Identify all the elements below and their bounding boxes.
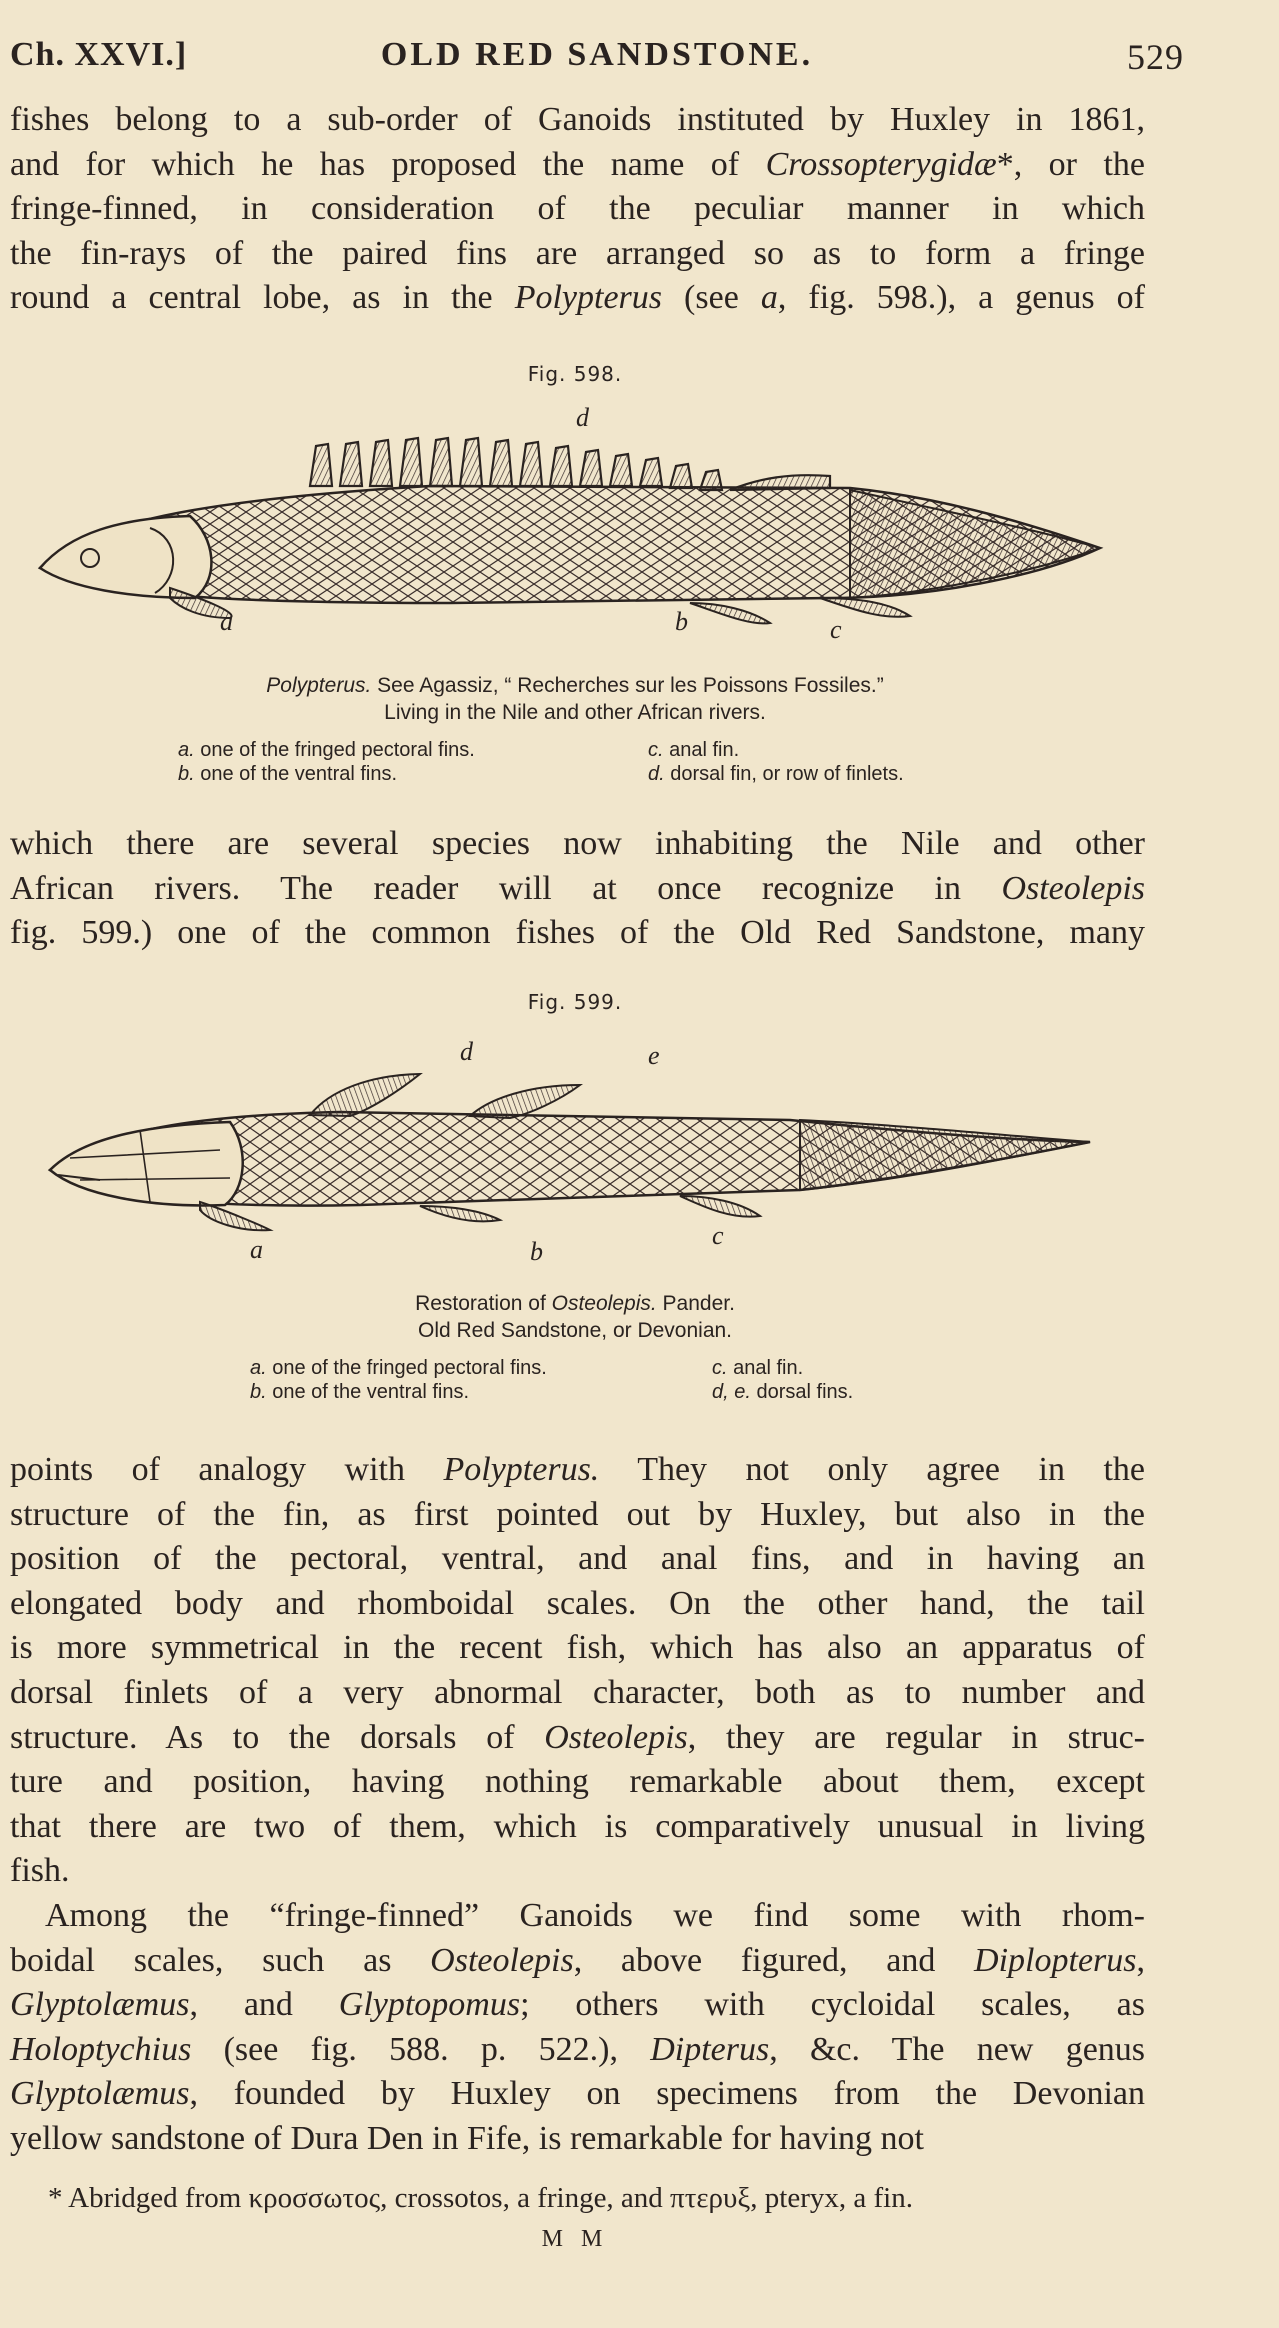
fig599-letter-d: d xyxy=(460,1037,473,1066)
text-run: the fin-rays of the paired fins are arranged so as to form a fringe xyxy=(10,234,1145,272)
text-run: boidal scales, such as xyxy=(10,1941,431,1979)
text-line xyxy=(10,1894,1145,1939)
text-line xyxy=(10,143,1145,188)
fig598-caption-rest: See Agassiz, “ Recherches sur les Poissons Fossiles.” xyxy=(371,674,884,697)
text-line xyxy=(10,1493,1145,1538)
fig598-letter-d: d xyxy=(576,403,589,432)
fig599-letter-e: e xyxy=(648,1041,660,1070)
text-line xyxy=(10,276,1145,321)
fig599-label: Fig. 599. xyxy=(527,990,623,1014)
footnote: * Abridged from κροσσωτος, crossotos, a fringe, and πτερυξ, pteryx, a fin. xyxy=(48,2182,913,2214)
fig598-caption-line2: Living in the Nile and other African rivers. xyxy=(384,701,766,724)
fig598-caption-genus: Polypterus. xyxy=(266,674,372,697)
text-run: and for which he has proposed the name of xyxy=(10,145,766,183)
text-run: points of analogy with xyxy=(10,1451,444,1488)
fig598-caption xyxy=(0,672,1150,726)
italic-term: a xyxy=(760,279,778,317)
fig599-caption-genus: Osteolepis. xyxy=(551,1292,657,1315)
fig599-letter-a: a xyxy=(250,1235,263,1264)
italic-term: Osteolepis xyxy=(1001,869,1145,907)
text-line xyxy=(10,1582,1145,1627)
text-run: ture and position, having nothing remarkable about them, except xyxy=(10,1763,1145,1801)
text-line xyxy=(10,1537,1145,1582)
text-run: round a central lobe, as in the xyxy=(10,279,515,317)
italic-term: Glyptopomus xyxy=(338,1986,521,2024)
text-line xyxy=(10,1983,1145,2028)
text-line xyxy=(10,911,1145,956)
paragraph-4 xyxy=(10,1894,1145,2162)
chapter-label: Ch. XXVI.] xyxy=(10,36,188,73)
text-line xyxy=(10,2072,1145,2117)
text-line xyxy=(10,867,1145,912)
italic-term: Osteolepis xyxy=(544,1718,688,1756)
italic-term: Dipterus xyxy=(650,2030,770,2068)
fig599-legend-right: c. anal fin. d, e. dorsal fins. xyxy=(712,1357,854,1403)
text-run: , they are regular in struc- xyxy=(687,1718,1145,1756)
text-run: yellow sandstone of Dura Den in Fife, is remarkable for having not xyxy=(10,2119,924,2157)
text-run: is more symmetrical in the recent fish, which has also an apparatus of xyxy=(10,1629,1145,1667)
italic-term: Glyptolæmus xyxy=(10,2075,190,2113)
fig598-letter-b: b xyxy=(675,607,688,636)
fig598-legend-left: a. one of the fringed pectoral fins. b. one of the ventral fins. xyxy=(178,739,475,785)
running-header xyxy=(10,36,1184,80)
text-run: dorsal finlets of a very abnormal character, both as to number and xyxy=(10,1673,1145,1711)
text-run: fish. xyxy=(10,1852,70,1890)
italic-term: Glyptolæmus xyxy=(10,1986,190,2024)
text-run: which there are several species now inhabiting the Nile and other xyxy=(10,825,1145,862)
fig599-letter-c: c xyxy=(712,1221,724,1250)
text-line xyxy=(10,1448,1145,1493)
text-line xyxy=(10,232,1145,277)
text-run: , fig. 598.), a genus of xyxy=(777,279,1145,317)
text-line xyxy=(10,1626,1145,1671)
text-run: African rivers. The reader will at once recognize in xyxy=(10,869,1002,907)
text-run: , above figured, and xyxy=(573,1941,975,1979)
fig598-label: Fig. 598. xyxy=(527,362,623,386)
text-line xyxy=(10,2117,1145,2162)
text-run: fig. 599.) one of the common fishes of the Old Red Sandstone, many xyxy=(10,914,1145,952)
italic-term: Polypterus. xyxy=(443,1451,600,1488)
text-run: elongated body and rhomboidal scales. On the other hand, the tail xyxy=(10,1584,1145,1622)
text-run: that there are two of them, which is comparatively unusual in living xyxy=(10,1807,1145,1845)
fig598-letter-a: a xyxy=(220,607,233,636)
text-run: position of the pectoral, ventral, and anal fins, and in having an xyxy=(10,1540,1145,1578)
paragraph-3 xyxy=(10,1448,1145,1894)
fig598-polypterus-illustration xyxy=(30,398,1110,648)
text-run: (see xyxy=(662,279,761,317)
text-run: , and xyxy=(189,1986,339,2024)
fig598-legend-right: c. anal fin. d. dorsal fin, or row of finlets. xyxy=(648,739,904,785)
signature-mark: M M xyxy=(541,2226,609,2252)
italic-term: Polypterus xyxy=(514,279,662,317)
italic-term: Crossopterygidæ xyxy=(765,145,997,183)
fig599-caption-line2: Old Red Sandstone, or Devonian. xyxy=(417,1319,733,1342)
running-title: OLD RED SANDSTONE. xyxy=(380,36,814,73)
text-line xyxy=(10,1671,1145,1716)
text-run: Among the “fringe-finned” Ganoids we find some with rhom- xyxy=(45,1897,1145,1934)
text-line xyxy=(10,1849,1145,1894)
text-run: ; others with cycloidal scales, as xyxy=(520,1986,1145,2024)
text-run: (see fig. 588. p. 522.), xyxy=(191,2030,651,2068)
text-line xyxy=(10,1760,1145,1805)
text-run: structure. As to the dorsals of xyxy=(10,1718,545,1756)
fig599-osteolepis-illustration xyxy=(40,1030,1110,1270)
fig599-letter-b: b xyxy=(530,1237,543,1266)
fig599-caption: Restoration of Osteolepis. Pander. Old Red Sandstone, or Devonian. xyxy=(0,1290,1150,1344)
italic-term: Holoptychius xyxy=(10,2030,192,2068)
paragraph-2 xyxy=(10,822,1145,956)
fig599-dorsal-fin-e xyxy=(470,1085,580,1118)
text-line xyxy=(10,2028,1145,2073)
text-run: , xyxy=(1136,1941,1145,1979)
page-number: 529 xyxy=(1127,37,1184,77)
paragraph-1 xyxy=(10,98,1145,321)
text-line xyxy=(10,1939,1145,1984)
italic-term: Diplopterus xyxy=(974,1941,1137,1979)
text-run: *, or the xyxy=(996,145,1146,183)
fig598-dorsal-finlets xyxy=(310,438,830,490)
text-line xyxy=(10,187,1145,232)
text-run: , &c. The new genus xyxy=(769,2030,1146,2068)
text-line xyxy=(10,1805,1145,1850)
text-line xyxy=(10,822,1145,867)
text-line xyxy=(10,98,1145,143)
fig599-dorsal-fin-d xyxy=(310,1074,420,1116)
fig598-letter-c: c xyxy=(830,615,842,644)
text-run: fishes belong to a sub-order of Ganoids instituted by Huxley in 1861, xyxy=(10,101,1145,138)
fig599-legend-left: a. one of the fringed pectoral fins. b. one of the ventral fins. xyxy=(250,1357,547,1403)
text-run: fringe-finned, in consideration of the peculiar manner in which xyxy=(10,190,1145,228)
text-line xyxy=(10,1716,1145,1761)
text-run: They not only agree in the xyxy=(599,1451,1145,1488)
text-run: , founded by Huxley on specimens from the Devonian xyxy=(189,2075,1145,2113)
italic-term: Osteolepis xyxy=(430,1941,574,1979)
text-run: structure of the fin, as first pointed out by Huxley, but also in the xyxy=(10,1495,1145,1533)
